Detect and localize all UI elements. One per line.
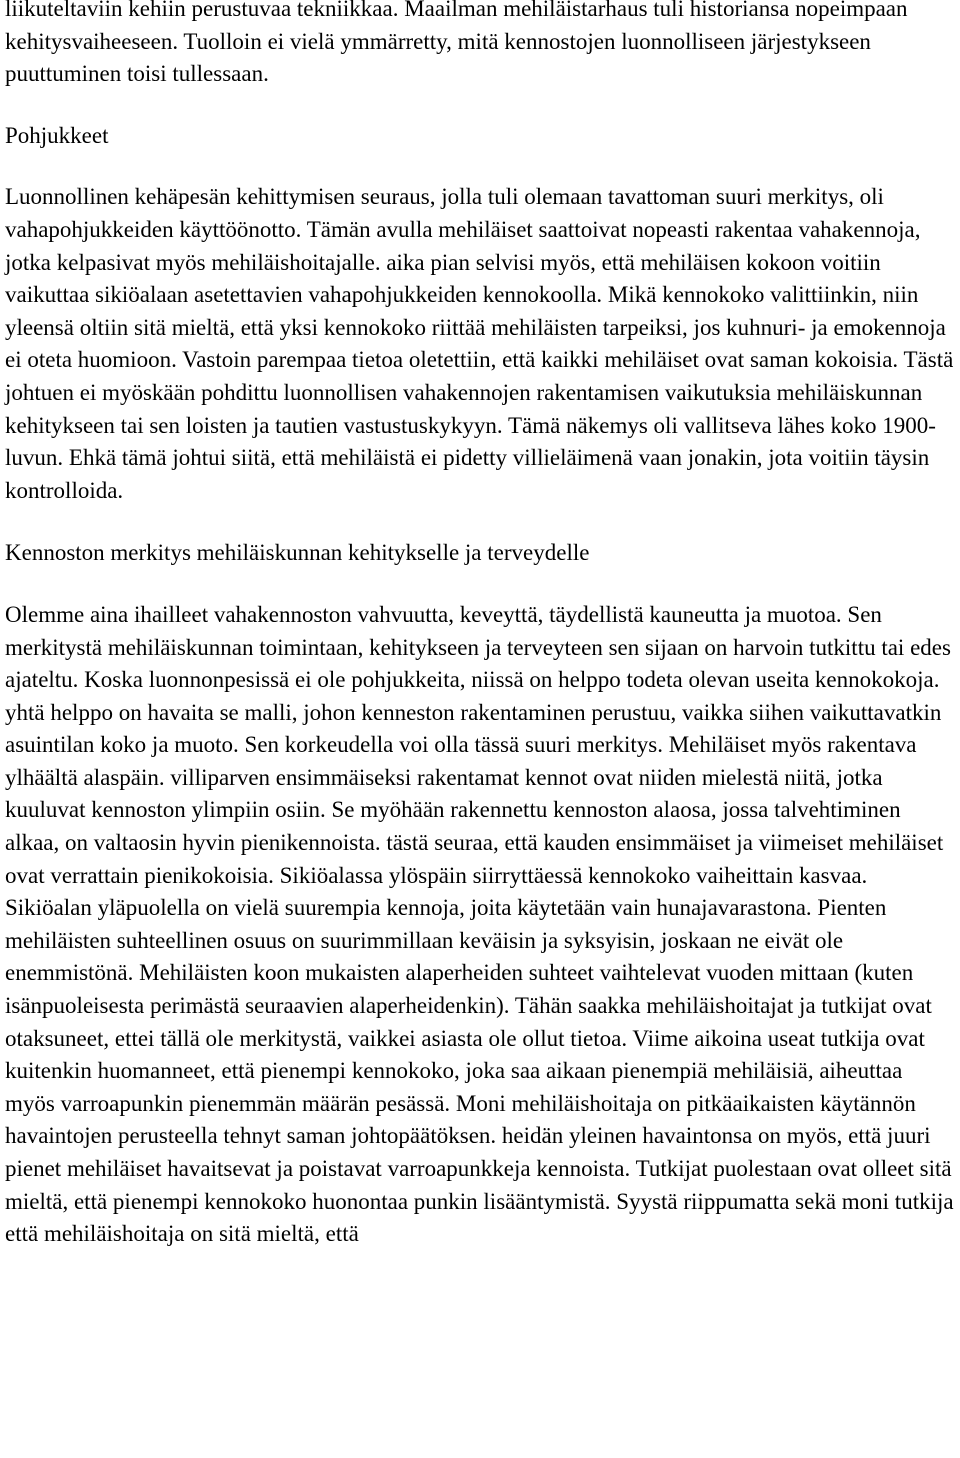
intro-paragraph: liikuteltaviin kehiin perustuvaa tekniikkaa. Maailman mehiläistarhaus tuli historiansa nopeimpaan kehitysvaiheeseen. Tuolloin ei vielä ymmärretty, mitä kennostojen luonnolliseen järjestykseen puuttuminen toisi tullessaan.: [5, 0, 908, 87]
section-body-kennoston-merkitys: Olemme aina ihailleet vahakennoston vahvuutta, keveyttä, täydellistä kauneutta ja muotoa. Sen merkitystä mehiläiskunnan toimintaan, kehitykseen ja terveyteen sen sijaan on harvoin tutkittu tai edes ajateltu. Koska luonnonpesissä ei ole pohjukkeita, niissä on helppo todeta olevan useita kennokokoja. yhtä helppo on havaita se malli, johon kenneston rakentaminen perustuu, vaikka siihen vaikuttavatkin asuintilan koko ja muoto. Sen korkeudella voi olla tässä suuri merkitys. Mehiläiset myös rakentava ylhäältä alaspäin. villiparven ensimmäiseksi rakentamat kennot ovat niiden mielestä niitä, jotka kuuluvat kennoston ylimpiin osiin. Se myöhään rakennettu kennoston alaosa, jossa talvehtiminen alkaa, on valtaosin hyvin pienikennoista. tästä seuraa, että kauden ensimmäiset ja viimeiset mehiläiset ovat verrattain pienikokoisia. Sikiöalassa ylöspäin siirryttäessä kennokoko vaiheittain kasvaa. Sikiöalan yläpuolella on vielä suurempia kennoja, joita käytetään vain hunajavarastona. Pienten mehiläisten suhteellinen osuus on suurimmillaan keväisin ja syksyisin, joskaan ne eivät ole enemmistönä. Mehiläisten koon mukaisten alaperheiden suhteet vaihtelevat vuoden mittaan (kuten isänpuoleisesta perimästä seuraavien alaperheidenkin). Tähän saakka mehiläishoitajat ja tutkijat ovat otaksuneet, ettei tällä ole merkitystä, vaikkei asiasta ole ollut tietoa. Viime aikoina useat tutkija ovat kuitenkin huomanneet, että pienempi kennokoko, joka saa aikaan pienempiä mehiläisiä, aiheuttaa myös varroapunkin pienemmän määrän pesässä. Moni mehiläishoitaja on pitkäaikaisten käytännön havaintojen perusteella tehnyt saman johtopäätöksen. heidän yleinen havaintonsa on myös, että juuri pienet mehiläiset havaitsevat ja poistavat varroapunkkeja kennoista. Tutkijat puolestaan ovat olleet sitä mieltä, että pienempi kennokoko huonontaa punkin lisääntymistä. Syystä riippumatta sekä moni tutkija että mehiläishoitaja on sitä mieltä, että: [5, 601, 954, 1247]
section-heading-kennoston-merkitys: Kennoston merkitys mehiläiskunnan kehitykselle ja terveydelle: [5, 540, 590, 566]
section-body-pohjukkeet: Luonnollinen kehäpesän kehittymisen seuraus, jolla tuli olemaan tavattoman suuri merkitys, oli vahapohjukkeiden käyttöönotto. Tämän avulla mehiläiset saattoivat nopeasti rakentaa vahakennoja, jotka kelpasivat myös mehiläishoitajalle. aika pian selvisi myös, että mehiläisen kokoon voitiin vaikuttaa sikiöalaan asetettavien vahapohjukkeiden kennokoolla. Mikä kennokoko valittiinkin, niin yleensä oltiin sitä mieltä, että yksi kennokoko riittää mehiläisten tarpeiksi, jos kuhnuri- ja emokennoja ei oteta huomioon. Vastoin parempaa tietoa oletettiin, että kaikki mehiläiset ovat saman kokoisia. Tästä johtuen ei myöskään pohdittu luonnollisen vahakennojen rakentamisen vaikutuksia mehiläiskunnan kehitykseen tai sen loisten ja tautien vastustuskykyyn. Tämä näkemys oli vallitseva lähes koko 1900-luvun. Ehkä tämä johtui siitä, että mehiläistä ei pidetty villieläimenä vaan jonakin, jota voitiin täysin kontrolloida.: [5, 184, 954, 503]
section-heading-pohjukkeet: Pohjukkeet: [5, 122, 109, 148]
